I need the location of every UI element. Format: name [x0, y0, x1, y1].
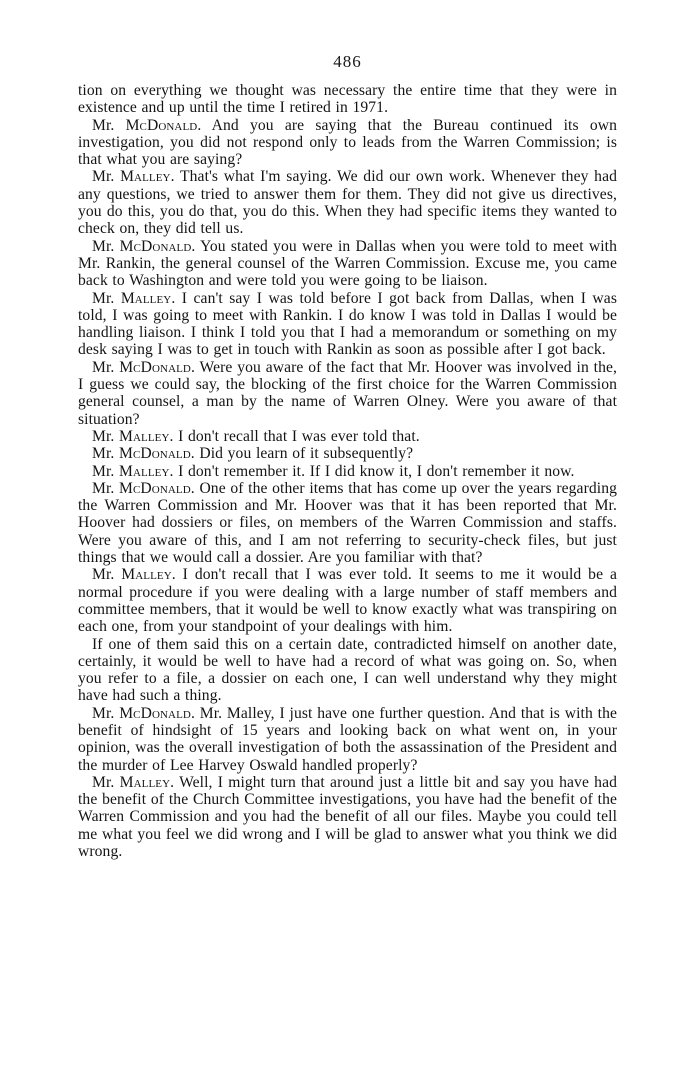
paragraph: [78, 636, 617, 705]
paragraph-text: Well, I might turn that around just a little bit and say you have had the benefit of the Church Committee investigations, you have had the benefit of the Warren Commission and you had the benefit of all our files. Maybe you could tell me what you feel we did wrong and I will be glad to answer what you think we did wrong.: [78, 773, 617, 861]
speaker-name: Malley: [120, 289, 172, 307]
paragraph-text: tion on everything we thought was necessary the entire time that they were in existence and up until the time I retired in 1971.: [78, 82, 617, 117]
paragraph: Mr. McDonald. You stated you were in Dallas when you were told to meet with Mr. Rankin, the general counsel of the Warren Commission. Excuse me, you came back to Washington and were told you were going to be liaison.: [78, 237, 617, 290]
speaker-name: Malley: [119, 427, 170, 445]
paragraph-text: Mr. Malley, I just have one further question. And that is with the benefit of hindsight of 15 years and looking back on what went on, in your opinion, was the overall investigation of both the assassination of the President and the murder of Lee Harvey Oswald handled properly?: [78, 704, 618, 774]
speaker-name: Malley: [119, 773, 171, 791]
speaker-name: McDonald: [119, 479, 191, 497]
speaker-prefix: Mr.: [92, 445, 119, 463]
paragraph: Mr. Malley. I don't recall that I was ever told that.: [92, 427, 420, 445]
speaker-name: McDonald: [119, 237, 192, 255]
paragraph-text: I don't recall that I was ever told. It seems to me it would be a normal procedure if you were dealing with a large number of staff members and committee members, that it would be well to know exactly what was transpiring on each one, from your standpoint of your dealings with him.: [78, 566, 617, 636]
speaker-prefix: Mr.: [92, 773, 120, 791]
paragraph-text: That's what I'm saying. We did our own work. Whenever they had any questions, we tried to answer them for them. They did not give us directives, you do this, you do that, you do this. When they had specific items they wanted to check on, they did tell us.: [78, 168, 617, 238]
paragraph-text: If one of them said this on a certain date, contradicted himself on another date, certainly, it would be well to have had a record of what was going on. So, when you refer to a file, a dossier on each one, I can well understand why they might have had such a thing.: [78, 635, 617, 705]
speaker-prefix: Mr.: [92, 289, 121, 307]
speaker-name: McDonald: [119, 358, 191, 376]
page-number: 486: [333, 52, 362, 71]
paragraph: [78, 82, 617, 117]
paragraph: Mr. Malley. That's what I'm saying. We did our own work. Whenever they had any questions, we tried to answer them for them. They did not give us directives, you do this, you do that, you do this. When they had specific items they wanted to check on, they did tell us.: [78, 168, 617, 238]
speaker-name: McDonald: [119, 445, 191, 463]
paragraph-text: Did you learn of it subsequently?: [199, 445, 414, 463]
paragraph: Mr. Malley. I don't remember it. If I did know it, I don't remember it now.: [92, 462, 575, 480]
speaker-prefix: Mr.: [92, 116, 126, 134]
speaker-name: Malley: [121, 566, 172, 584]
paragraph: Mr. McDonald. Mr. Malley, I just have one further question. And that is with the benefit of hindsight of 15 years and looking back on what went on, in your opinion, was the overall investigation of both the assassination of the President and the murder of Lee Harvey Oswald handled properly?: [78, 704, 618, 774]
paragraph-text: You stated you were in Dallas when you were told to meet with Mr. Rankin, the general counsel of the Warren Commission. Excuse me, you came back to Washington and were told you were going to be liaison.: [78, 237, 617, 290]
paragraph-text: I don't remember it. If I did know it, I don't remember it now.: [178, 462, 575, 480]
speaker-prefix: Mr.: [92, 479, 120, 497]
speaker-name: Malley: [119, 462, 170, 480]
paragraph-text: Were you aware of the fact that Mr. Hoover was involved in the, I guess we could say, the blocking of the first choice for the Warren Commission general counsel, a man by the name of Warren Olney. Were you aware of that situation?: [78, 358, 617, 428]
paragraph: Mr. McDonald. Did you learn of it subsequently?: [92, 445, 414, 463]
paragraph-text: One of the other items that has come up over the years regarding the Warren Commission and Mr. Hoover was that it has been reported that Mr. Hoover had dossiers or files, on members of the Warren Commission and staffs. Were you aware of this, and I am not referring to security-check files, but just things that we would call a dossier. Are you familiar with that?: [78, 479, 617, 567]
speaker-name: Malley: [120, 168, 171, 186]
paragraph-text: I can't say I was told before I got back from Dallas, when I was told, I was going to meet with Rankin. I do know I was told in Dallas I would be handling liaison. I think I told you that I had a memorandum or something on my desk saying I was to get in touch with Rankin as soon as possible after I got back.: [78, 289, 617, 359]
speaker-name: McDonald: [119, 704, 191, 722]
speaker-prefix: Mr.: [92, 168, 121, 186]
paragraph: Mr. Malley. I can't say I was told before I got back from Dallas, when I was told, I was going to meet with Rankin. I do know I was told in Dallas I would be handling liaison. I think I told you that I had a memorandum or something on my desk saying I was to get in touch with Rankin as soon as possible after I got back.: [78, 289, 617, 359]
speaker-prefix: Mr.: [92, 704, 120, 722]
speaker-name: McDonald: [125, 116, 198, 134]
transcript: [78, 82, 617, 860]
paragraph-text: And you are saying that the Bureau continued its own investigation, you did not respond only to leads from the Warren Commission; is that what you are saying?: [78, 116, 617, 169]
paragraph: Mr. McDonald. Were you aware of the fact that Mr. Hoover was involved in the, I guess we could say, the blocking of the first choice for the Warren Commission general counsel, a man by the name of Warren Olney. Were you aware of that situation?: [78, 358, 617, 428]
speaker-prefix: Mr.: [92, 358, 120, 376]
paragraph: Mr. McDonald. One of the other items that has come up over the years regarding the Warren Commission and Mr. Hoover was that it has been reported that Mr. Hoover had dossiers or files, on members of the Warren Commission and staffs. Were you aware of this, and I am not referring to security-check files, but just things that we would call a dossier. Are you familiar with that?: [78, 479, 617, 567]
speaker-prefix: Mr.: [92, 237, 120, 255]
paragraph: Mr. Malley. Well, I might turn that around just a little bit and say you have had the benefit of the Church Committee investigations, you have had the benefit of the Warren Commission and you had the benefit of all our files. Maybe you could tell me what you feel we did wrong and I will be glad to answer what you think we did wrong.: [78, 773, 617, 861]
speaker-prefix: Mr.: [92, 462, 119, 480]
paragraph-text: I don't recall that I was ever told that.: [178, 427, 420, 445]
speaker-prefix: Mr.: [92, 427, 119, 445]
paragraph: Mr. McDonald. And you are saying that the Bureau continued its own investigation, you did not respond only to leads from the Warren Commission; is that what you are saying?: [78, 116, 617, 169]
paragraph: Mr. Malley. I don't recall that I was ever told. It seems to me it would be a normal procedure if you were dealing with a large number of staff members and committee members, that it would be well to know exactly what was transpiring on each one, from your standpoint of your dealings with him.: [78, 566, 617, 636]
speaker-prefix: Mr.: [92, 566, 122, 584]
